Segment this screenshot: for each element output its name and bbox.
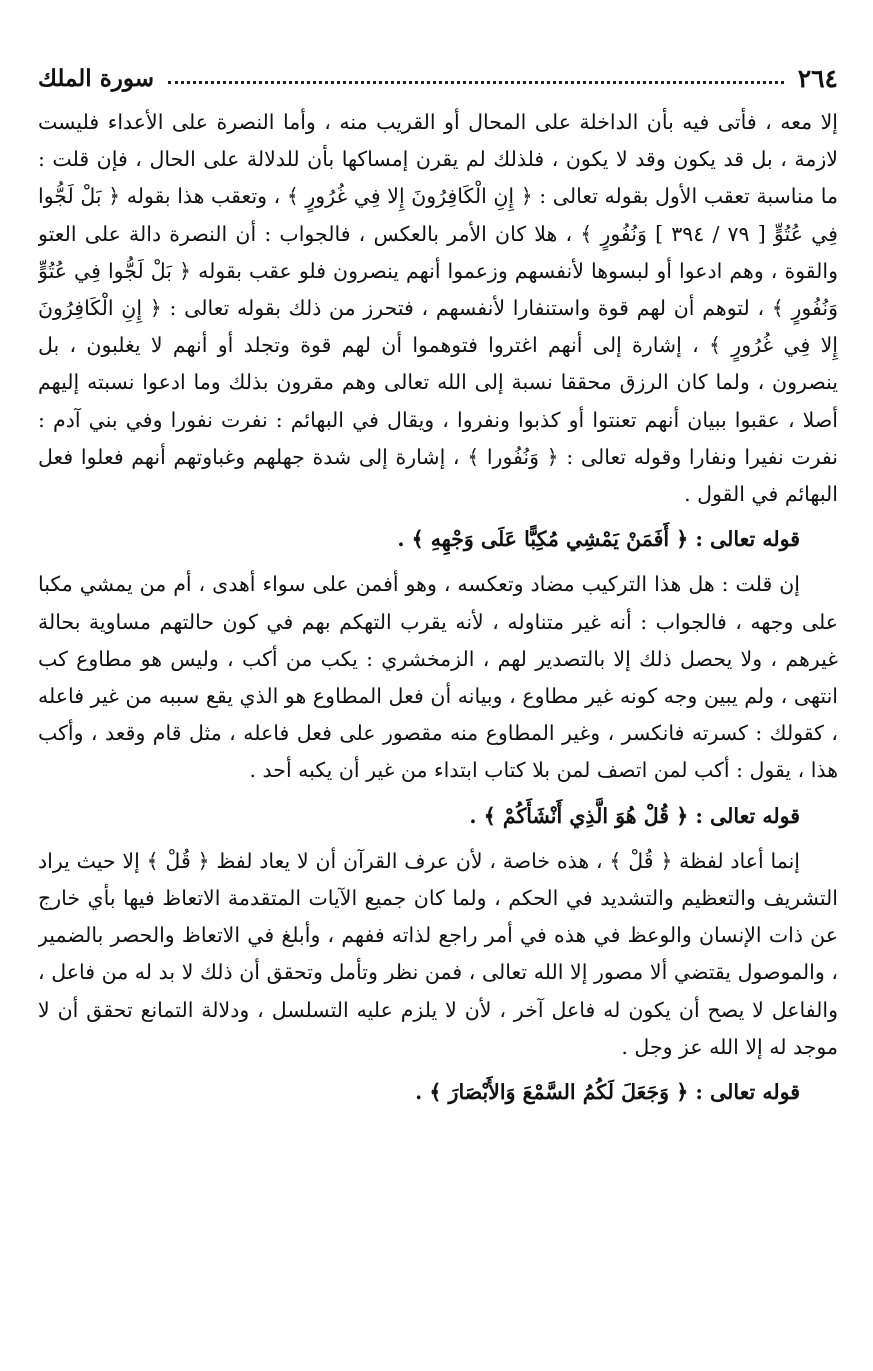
book-page bbox=[38, 58, 838, 1348]
spacer bbox=[38, 513, 838, 519]
paragraph-2: إن قلت : هل هذا التركيب مضاد وتعكسه ، وهو أفمن على سواء أهدى ، أم من يمشي مكبا على وجهه ، فالجواب : أنه غير متناوله ، لأنه يقرب التهكم بهم في كون حالتهم مساوية بحالة غيرهم ، ولا يحصل ذلك إلا بالتصدير لهم ، الزمخشري : يكب من أكب ، وليس هو مطاوع كب انتهى ، ولم يبين وجه كونه غير مطاوع ، وبيانه أن فعل المطاوع هو الذي يقع سببه من غير فاعله ، كقولك : كسرته فانكسر ، وغير المطاوع منه مقصور على فعل فاعله ، مثل قام وقعد ، وأكب هذا ، يقول : أكب لمن اتصف لمن بلا كتاب ابتداء من غير أن يكبه أحد . bbox=[38, 572, 838, 783]
header-dotted-rule bbox=[168, 81, 784, 84]
paragraph-1: إلا معه ، فأتى فيه بأن الداخلة على المحال أو القريب منه ، وأما النصرة على الأعداء فليست لازمة ، بل قد يكون وقد لا يكون ، فلذلك لم يقرن إمساكها بأن للدلالة على الحال ، فإن قلت : ما مناسبة تعقب الأول بقوله تعالى : ﴿ إِنِ الْكَافِرُونَ إِلا فِي غُرُورٍ ﴾ ، وتعقب هذا بقوله ﴿ بَلْ لَجُّوا فِي عُتُوٍّ [ ٧٩ / ٣٩٤ ] وَنُفُورٍ ﴾ ، هلا كان الأمر بالعكس ، فالجواب : أن النصرة دالة على العتو والقوة ، وهم ادعوا أو لبسوها لأنفسهم وزعموا أنهم ينصرون فلو عقب بقوله ﴿ بَلْ لَجُّوا فِي عُتُوٍّ وَنُفُورٍ ﴾ ، لتوهم أن لهم قوة واستنفارا لأنفسهم ، فتحرز من ذلك بقوله تعالى : ﴿ إِنِ الْكَافِرُونَ إِلا فِي غُرُورٍ ﴾ ، إشارة إلى أنهم اغتروا فتوهموا أن لهم قوة وتجلد أو أنهم لا يغلبون ، بل ينصرون ، ولما كان الرزق محققا نسبة إلى الله تعالى وهم مقرون بذلك وما ادعوا نسبته إليهم أصلا ، عقبوا ببيان أنهم تعنتوا أو كذبوا ونفروا ، ويقال في البهائم : نفرت نفورا وفي بني آدم : نفرت نفيرا ونفارا وقوله تعالى : ﴿ وَنُفُورا ﴾ ، إشارة إلى شدة جهلهم وغباوتهم أنهم فعلوا فعل البهائم في القول . bbox=[38, 110, 838, 507]
spacer bbox=[38, 1066, 838, 1072]
surah-title: سورة الملك bbox=[38, 64, 155, 92]
running-head bbox=[38, 58, 838, 98]
verse-heading-2: قوله تعالى : ﴿ قُلْ هُوَ الَّذِي أَنْشَأَكُمْ ﴾ . bbox=[469, 803, 800, 828]
paragraph-3: إنما أعاد لفظة ﴿ قُلْ ﴾ ، هذه خاصة ، لأن عرف القرآن أن لا يعاد لفظ ﴿ قُلْ ﴾ إلا حيث يراد التشريف والتعظيم والتشديد في الحكم ، ولما كان جميع الآيات المتقدمة الاتعاظ فيها بأي خارج عن ذات الإنسان والوعظ في هذه في أمر راجع لذاته ففهم ، وأبلغ في الاتعاظ والحصر بالضمير ، والموصول يقتضي ألا مصور إلا الله تعالى ، فمن نظر وتأمل وتحقق أن ذلك لا بد له من فاعل ، والفاعل لا يصح أن يكون له فاعل آخر ، لأن لا يلزم عليه التسلسل ، ودلالة التمانع تحقق أن لا موجد له إلا الله عز وجل . bbox=[38, 848, 838, 1059]
verse-heading-1: قوله تعالى : ﴿ أَفَمَنْ يَمْشِي مُكِبًّا عَلَى وَجْهِهِ ﴾ . bbox=[397, 527, 800, 552]
verse-heading-3: قوله تعالى : ﴿ وَجَعَلَ لَكُمُ السَّمْعَ وَالأَبْصَارَ ﴾ . bbox=[415, 1080, 800, 1105]
spacer bbox=[38, 790, 838, 796]
page-number: ٢٦٤ bbox=[797, 63, 838, 93]
